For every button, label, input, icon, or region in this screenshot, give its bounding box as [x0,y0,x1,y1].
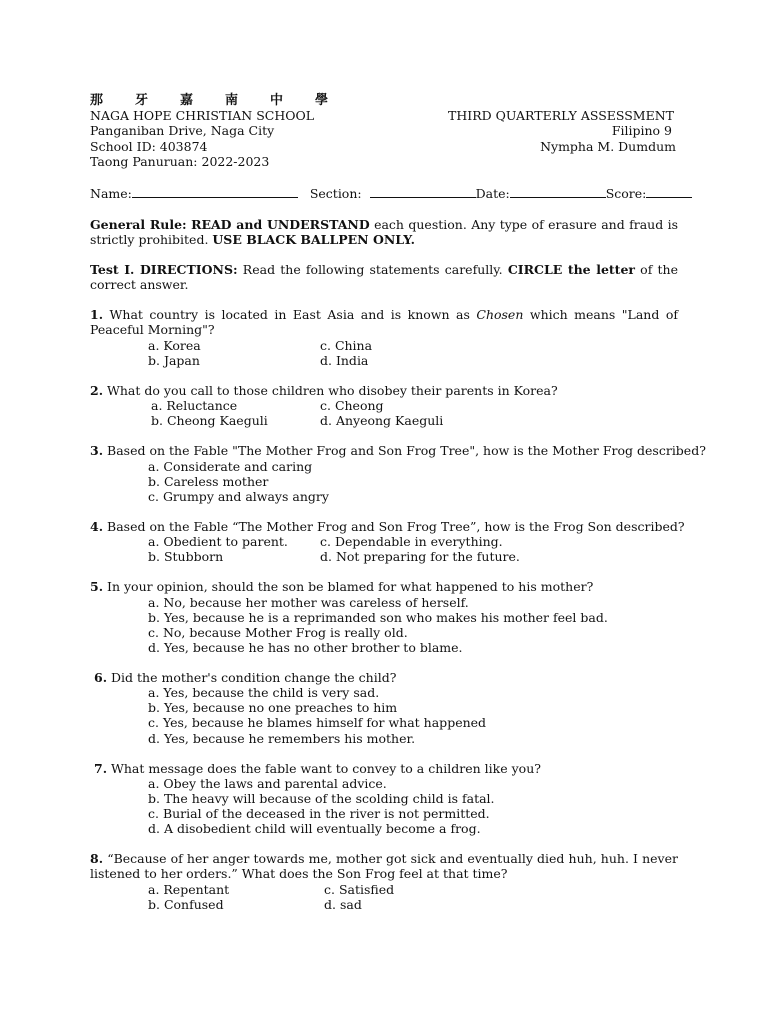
question-5 [90,579,593,594]
option-2b[interactable]: b. Cheong Kaeguli [151,413,268,428]
option-5d[interactable]: d. Yes, because he has no other brother to blame. [148,640,463,655]
option-1c[interactable]: c. China [320,338,373,353]
question-4 [90,519,685,534]
question-3 [90,443,706,458]
question-number: 3. [90,443,104,458]
option-8b[interactable]: b. Confused [148,897,224,912]
question-number: 1. [90,307,104,322]
question-2 [90,383,558,398]
question-text: In your opinion, should the son be blamed for what happened to his mother? [103,579,594,594]
question-number: 6. [94,670,108,685]
option-7a[interactable]: a. Obey the laws and parental advice. [148,776,387,791]
date-blank[interactable] [510,186,606,198]
chinese-char: 中 [270,93,284,108]
chinese-char: 牙 [135,93,149,108]
option-1b[interactable]: b. Japan [148,353,200,368]
question-text-end: which means "Land of Peaceful Morning"? [90,307,678,337]
student-info-line [90,186,692,201]
question-italic: Chosen [476,307,524,322]
chinese-char: 學 [315,93,329,108]
school-name: NAGA HOPE CHRISTIAN SCHOOL [90,108,315,123]
question-text: “Because of her anger towards me, mother got sick and eventually died huh, huh. I never listened to her orders.” What does the Son Frog feel at that time? [90,851,678,881]
question-number: 4. [90,519,104,534]
option-6d[interactable]: d. Yes, because he remembers his mother. [148,731,416,746]
question-7 [94,761,541,776]
general-rule-emphasis: READ and UNDERSTAND [191,217,370,232]
option-6a[interactable]: a. Yes, because the child is very sad. [148,685,380,700]
subject-label: Filipino 9 [611,123,672,138]
question-text: What country is located in East Asia and is known as [103,307,477,322]
question-text: Did the mother's condition change the child? [107,670,397,685]
section-label: Section: [309,186,362,201]
option-6c[interactable]: c. Yes, because he blames himself for what happened [148,715,487,730]
option-6b[interactable]: b. Yes, because no one preaches to him [148,700,398,715]
general-rule [90,217,678,247]
option-5b[interactable]: b. Yes, because he is a reprimanded son who makes his mother feel bad. [148,610,608,625]
directions-emphasis: CIRCLE the letter [507,262,635,277]
question-number: 7. [94,761,108,776]
option-4c[interactable]: c. Dependable in everything. [320,534,503,549]
school-year: Taong Panuruan: 2022-2023 [90,154,270,169]
option-5a[interactable]: a. No, because her mother was careless of herself. [148,595,469,610]
option-7c[interactable]: c. Burial of the deceased in the river is not permitted. [148,806,490,821]
directions-text-end: of the correct answer. [90,262,678,292]
question-number: 2. [90,383,104,398]
option-3c[interactable]: c. Grumpy and always angry [148,489,329,504]
option-2c[interactable]: c. Cheong [320,398,384,413]
option-2d[interactable]: d. Anyeong Kaeguli [320,413,444,428]
option-3b[interactable]: b. Careless mother [148,474,269,489]
option-4d[interactable]: d. Not preparing for the future. [320,549,520,564]
option-2a[interactable]: a. Reluctance [151,398,238,413]
chinese-char: 那 [90,93,104,108]
question-text: Based on the Fable "The Mother Frog and Son Frog Tree", how is the Mother Frog described? [103,443,706,458]
option-8a[interactable]: a. Repentant [148,882,230,897]
directions-text: Read the following statements carefully. [237,262,508,277]
general-rule-ballpen: USE BLACK BALLPEN ONLY. [212,232,415,247]
general-rule-label: General Rule: [90,217,187,232]
chinese-char: 嘉 [180,93,194,108]
name-label: Name: [90,186,132,201]
option-1d[interactable]: d. India [320,353,369,368]
question-text: Based on the Fable “The Mother Frog and Son Frog Tree”, how is the Frog Son described? [103,519,685,534]
score-blank[interactable] [646,186,692,198]
question-1 [90,307,678,337]
option-5c[interactable]: c. No, because Mother Frog is really old. [148,625,408,640]
question-8 [90,851,678,881]
option-4a[interactable]: a. Obedient to parent. [148,534,288,549]
assessment-title: THIRD QUARTERLY ASSESSMENT [448,108,674,123]
question-number: 8. [90,851,104,866]
teacher-name: Nympha M. Dumdum [540,139,676,154]
directions-label: Test I. DIRECTIONS: [90,262,238,277]
test-directions [90,262,678,292]
name-blank[interactable] [132,186,298,198]
question-text: What do you call to those children who disobey their parents in Korea? [103,383,558,398]
chinese-char: 南 [225,93,239,108]
option-1a[interactable]: a. Korea [148,338,201,353]
option-7b[interactable]: b. The heavy will because of the scolding child is fatal. [148,791,495,806]
general-rule-text: each question. Any type of erasure and fraud is strictly prohibited. [90,217,679,247]
option-8c[interactable]: c. Satisfied [324,882,395,897]
question-6 [94,670,396,685]
option-8d[interactable]: d. sad [324,897,362,912]
option-3a[interactable]: a. Considerate and caring [148,459,313,474]
question-text: What message does the fable want to convey to a children like you? [107,761,541,776]
score-label: Score: [605,186,647,201]
date-label: Date: [475,186,510,201]
option-7d[interactable]: d. A disobedient child will eventually become a frog. [148,821,481,836]
chinese-school-name [90,93,360,108]
question-number: 5. [90,579,104,594]
option-4b[interactable]: b. Stubborn [148,549,224,564]
school-id: School ID: 403874 [90,139,208,154]
section-blank[interactable] [370,186,476,198]
school-address: Panganiban Drive, Naga City [90,123,275,138]
